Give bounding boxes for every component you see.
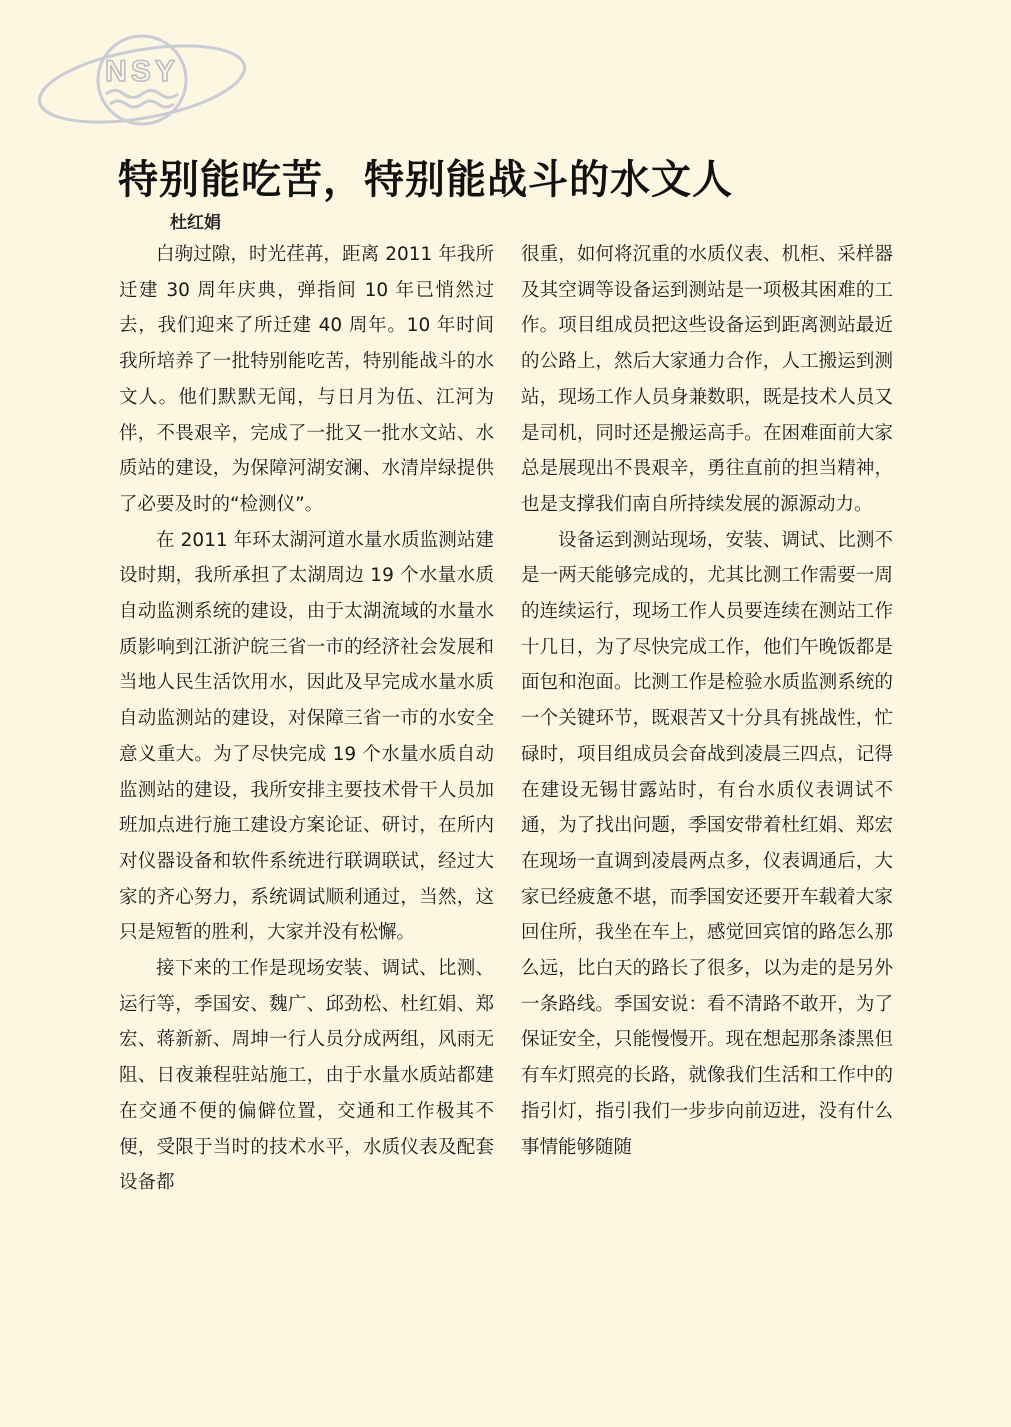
nsy-logo bbox=[30, 28, 250, 133]
paragraph: 白驹过隙，时光荏苒，距离 2011 年我所迁建 30 周年庆典，弹指间 10 年已悄然过去，我们迎来了所迁建 40 周年。10 年时间我所培养了一批特别能吃苦，特别能战斗的水文人。他们默默无闻，与日月为伍、江河为伴，不畏艰辛，完成了一批又一批水文站、水质站的建设，为保障河湖安澜、水清岸绿提供了必要及时的“检测仪”。 bbox=[119, 244, 494, 515]
paragraph: 在 2011 年环太湖河道水量水质监测站建设时期，我所承担了太湖周边 19 个水量水质自动监测系统的建设，由于太湖流域的水量水质影响到江浙沪皖三省一市的经济社会发展和当地人民生活饮用水，因此及早完成水量水质自动监测站的建设，对保障三省一市的水安全意义重大。为了尽快完成 19 个水量水质自动监测站的建设，我所安排主要技术骨干人员加班加点进行施工建设方案论证、研讨，在所内对仪器设备和软件系统进行联调联试，经过大家的齐心努力，系统调试顺利通过，当然，这只是短暂的胜利，大家并没有松懈。 bbox=[119, 529, 494, 944]
article-author: 杜红娟 bbox=[170, 213, 221, 233]
paragraph: 设备运到测站现场，安装、调试、比测不是一两天能够完成的，尤其比测工作需要一周的连续运行，现场工作人员要连续在测站工作十几日，为了尽快完成工作，他们午晚饭都是面包和泡面。比测工作是检验水质监测系统的一个关键环节，既艰苦又十分具有挑战性，忙碌时，项目组成员会奋战到凌晨三四点，记得在建设无锡甘露站时，有台水质仪表调试不通，为了找出问题，季国安带着杜红娟、郑宏在现场一直调到凌晨两点多，仪表调通后，大家已经疲惫不堪，而季国安还要开车载着大家回住所，我坐在车上，感觉回宾馆的路怎么那么远，比白天的路长了很多，以为走的是另外一条路线。季国安说：看不清路不敢开，为了保证安全，只能慢慢开。现在想起那条漆黑但有车灯照亮的长路，就像我们生活和工作中的指引灯，指引我们一步步向前迈进，没有什么事情能够随随 bbox=[521, 529, 893, 1158]
left-column bbox=[119, 237, 494, 1307]
logo-text: NSY bbox=[105, 55, 179, 88]
article-title: 特别能吃苦，特别能战斗的水文人 bbox=[118, 156, 733, 203]
paragraph: 接下来的工作是现场安装、调试、比测、运行等，季国安、魏广、邱劲松、杜红娟、郑宏、蒋新新、周坤一行人员分成两组，风雨无阻、日夜兼程驻站施工，由于水量水质站都建在交通不便的偏僻位置，交通和工作极其不便，受限于当时的技术水平，水质仪表及配套设备都 bbox=[119, 958, 494, 1194]
paragraph-continued: 很重，如何将沉重的水质仪表、机柜、采样器及其空调等设备运到测站是一项极其困难的工作。项目组成员把这些设备运到距离测站最近的公路上，然后大家通力合作，人工搬运到测站，现场工作人员身兼数职，既是技术人员又是司机，同时还是搬运高手。在困难面前大家总是展现出不畏艰辛，勇往直前的担当精神，也是支撑我们南自所持续发展的源源动力。 bbox=[521, 244, 893, 515]
right-column bbox=[521, 237, 893, 1307]
